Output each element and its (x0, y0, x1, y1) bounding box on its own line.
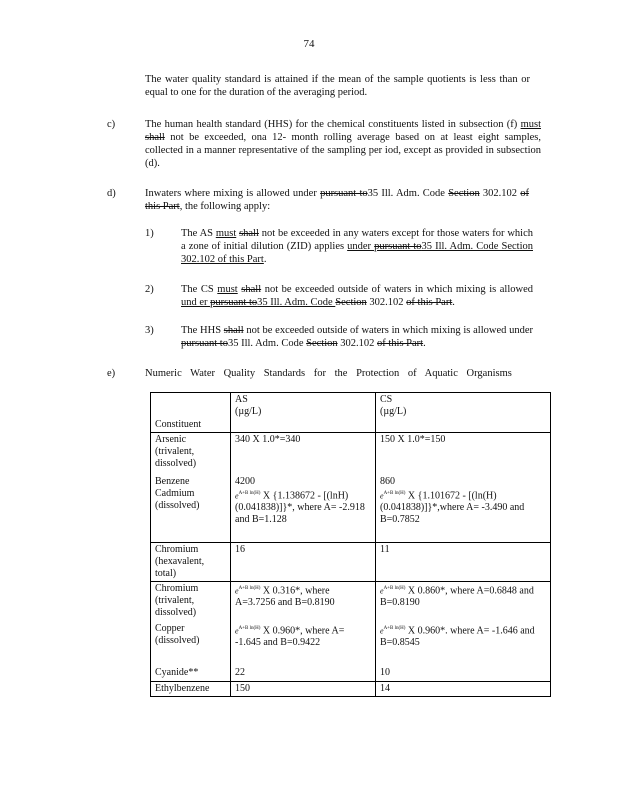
constituent-cell: Chromium (hexavalent, total) (151, 543, 231, 582)
as-cell: 340 X 1.0*=340 4200 $e^{A+B ln(H)}$ X {1.138672 - [(lnH)(0.041838)]}*, where A= -2.918 and B=1.128 (231, 433, 376, 543)
section-c-text: The human health standard (HHS) for the chemical constituents listed in subsection (f) must shall not be exceeded, ona 12- month rolling average based on at least eight samples, collected in a manner representative of the sampling per iod, except as provided in subsection (d). (145, 119, 541, 169)
table-header-row (151, 393, 551, 433)
as-cell: $e^{A+B ln(H)}$ X 0.316*, where A=3.7256 and B=0.8190 $e^{A+B ln(H)}$ X 0.960*, where A= -1.645 and B=0.9422 22 (231, 582, 376, 682)
intro-paragraph: The water quality standard is attained if the mean of the sample quotients is less than or equal to one for the duration of the averaging period. (145, 74, 530, 98)
section-d-label: d) (107, 188, 116, 199)
cs-cell: $e^{A+B ln(H)}$ X 0.860*, where A=0.6848 and B=0.8190 $e^{A+B ln(H)}$ X 0.960*. where A= -1.646 and B=0.8545 10 (376, 582, 551, 682)
item-3-label: 3) (145, 325, 154, 336)
section-e-label: e) (107, 368, 116, 379)
table-row (151, 682, 551, 697)
item-3-text: The HHS shall not be exceeded outside of waters in which mixing is allowed under pursuant to35 Ill. Adm. Code Section 302.102 of this Part. (181, 325, 533, 349)
cs-cell: 14 (376, 682, 551, 697)
as-cell: 150 (231, 682, 376, 697)
header-cs: CS (µg/L) (376, 393, 551, 433)
table-row (151, 582, 551, 682)
table-row (151, 543, 551, 582)
header-constituent: Constituent (151, 393, 231, 433)
standards-table (150, 392, 551, 697)
table-row (151, 433, 551, 543)
section-d-text: Inwaters where mixing is allowed under pursuant to35 Ill. Adm. Code Section 302.102 of this Part, the following apply: (145, 188, 530, 212)
as-cell: 16 (231, 543, 376, 582)
section-e-title: Numeric Water Quality Standards for the Protection of Aquatic Organisms (145, 368, 512, 379)
constituent-cell: Arsenic (trivalent, dissolved) Benzene Cadmium (dissolved) (151, 433, 231, 543)
header-as: AS (µg/L) (231, 393, 376, 433)
item-2-label: 2) (145, 284, 154, 295)
cs-cell: 150 X 1.0*=150 860 $e^{A+B ln(H)}$ X {1.101672 - [(ln(H)(0.041838)]}*,where A= -3.490 and B=0.7852 (376, 433, 551, 543)
item-1-label: 1) (145, 228, 154, 239)
constituent-cell: Ethylbenzene (151, 682, 231, 697)
item-1-text: The AS must shall not be exceeded in any waters except for those waters for which a zone of initial dilution (ZID) applies under pursuant to35 Ill. Adm. Code Section 302.102 of this Part. (181, 228, 533, 265)
item-2-text: The CS must shall not be exceeded outside of waters in which mixing is allowed und er pursuant to35 Ill. Adm. Code Section 302.102 of this Part. (181, 284, 533, 308)
cs-cell: 11 (376, 543, 551, 582)
page-number: 74 (303, 38, 315, 50)
section-c-label: c) (107, 119, 116, 130)
constituent-cell: Chromium (trivalent, dissolved) Copper (dissolved) Cyanide** (151, 582, 231, 682)
